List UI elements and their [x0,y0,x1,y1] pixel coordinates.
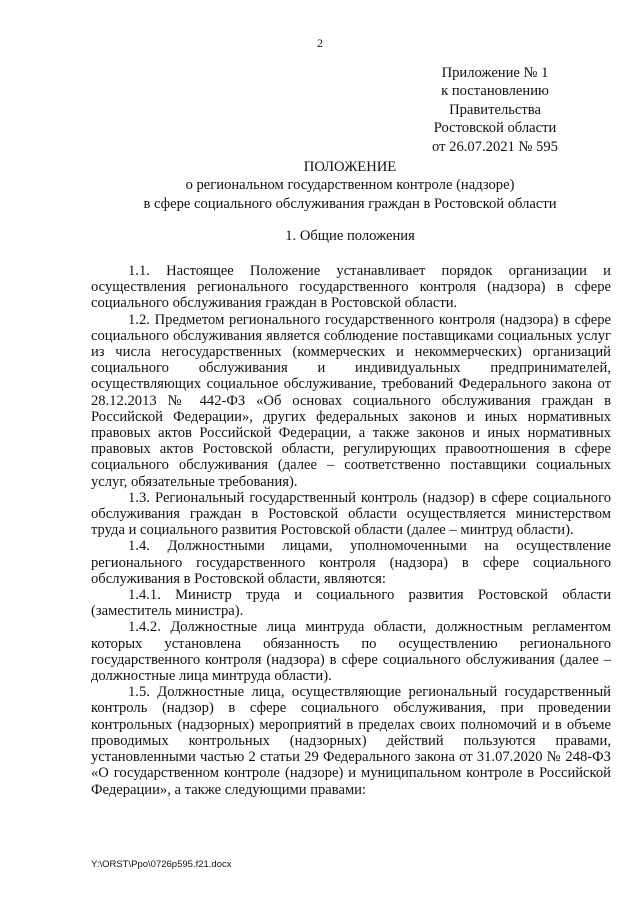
file-path-footer: Y:\ORST\Ppo\0726p595.f21.docx [91,859,232,870]
paragraph-1-1: 1.1. Настоящее Положение устанавливает порядок организации и осуществления регионального государственного контроля (надзора) в сфере социального обслуживания граждан в Ростовской области. [91,263,611,312]
paragraph-1-4-1: 1.4.1. Министр труда и социального развития Ростовской области (заместитель министра). [91,587,611,620]
title-line: о региональном государственном контроле (надзоре) [185,177,515,194]
appendix-line: от 26.07.2021 № 595 [432,138,558,155]
paragraph-1-4-2: 1.4.2. Должностные лица минтруда области, должностным регламентом которых установлена обязанность по осуществлению регионального государственного контроля (надзора) в сфере социального обслуживания (далее – должностные лица минтруда области). [91,619,611,685]
paragraph-1-4: 1.4. Должностными лицами, уполномоченными на осуществление регионального государственного контроля (надзора) в сфере социального обслуживания в Ростовской области, являются: [91,538,611,587]
paragraph-1-5: 1.5. Должностные лица, осуществляющие региональный государственный контроль (надзор) в сфере социального обслуживания, при проведении контрольных (надзорных) мероприятий в пределах своих полномочий и в объеме проводимых контрольных (надзорных) действий пользуются правами, установленными частью 2 статьи 29 Федерального закона от 31.07.2020 № 248-ФЗ «О государственном контроле (надзоре) и муниципальном контроле в Российской Федерации», а также следующими правами: [91,684,611,798]
document-title [62,158,638,213]
page-number: 2 [317,36,323,50]
paragraph-1-3: 1.3. Региональный государственный контроль (надзор) в сфере социального обслуживания граждан в Ростовской области осуществляется министерством труда и социального развития Ростовской области (далее – минтруд области). [91,489,611,539]
paragraph-1-2: 1.2. Предметом регионального государственного контроля (надзора) в сфере социального обслуживания является соблюдение поставщиками социальных услуг из числа негосударственных (коммерческих и некоммерческих) организаций социального обслуживания и индивидуальных предпринимателей, осуществляющих социальное обслуживание, требований Федерального закона от 28.12.2013 № 442-ФЗ «Об основах социального обслуживания граждан в Российской Федерации», других федеральных законов и иных нормативных правовых актов Российской Федерации, а также законов и иных нормативных правовых актов Ростовской области, регулирующих правоотношения в сфере социального обслуживания (далее – соответственно поставщики социальных услуг, обязательные требования). [91,311,611,490]
appendix-block [410,64,580,156]
appendix-line: Ростовской области [433,120,557,137]
appendix-line: к постановлению [441,83,549,100]
title-heading: ПОЛОЖЕНИЕ [303,159,397,175]
document-body [91,263,611,798]
section-heading: 1. Общие положения [285,228,415,244]
title-line: в сфере социального обслуживания граждан в Ростовской области [143,195,557,212]
appendix-line: Приложение № 1 [441,65,549,81]
appendix-line: Правительства [449,101,541,118]
